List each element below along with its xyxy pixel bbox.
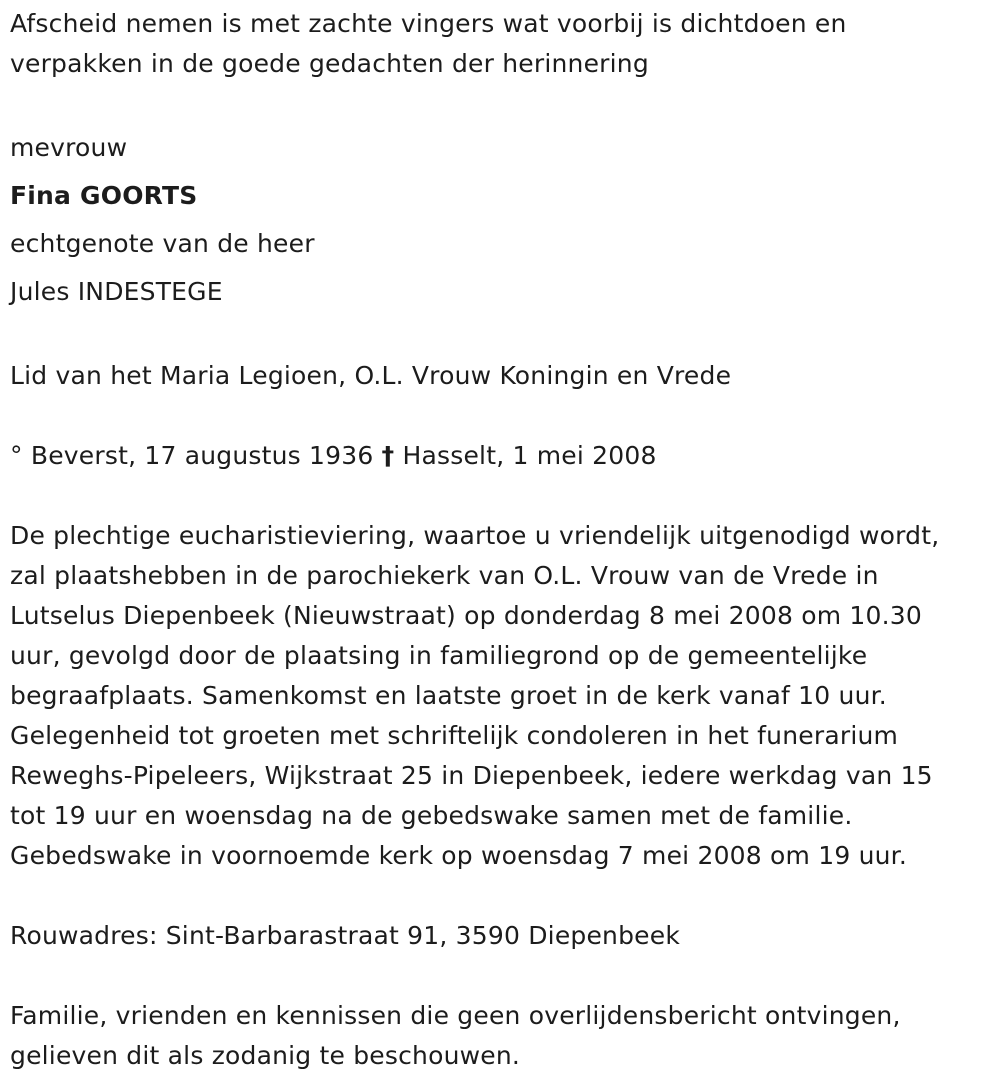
cross-icon: †	[381, 441, 395, 470]
spacer	[10, 956, 1000, 996]
spouse-name: Jules INDESTEGE	[10, 277, 223, 306]
death-info: Hasselt, 1 mei 2008	[402, 441, 657, 470]
motto-line-1: Afscheid nemen is met zachte vingers wat voorbij is dichtdoen en	[10, 9, 847, 38]
deceased-name: Fina GOORTS	[10, 181, 198, 210]
spacer	[10, 396, 1000, 436]
mourning-address: Rouwadres: Sint-Barbarastraat 91, 3590 Diepenbeek	[10, 921, 681, 950]
closing-line-2: gelieven dit als zodanig te beschouwen.	[10, 1041, 521, 1070]
ceremony-line: zal plaatshebben in de parochiekerk van O.L. Vrouw van de Vrede in	[10, 561, 879, 590]
ceremony-line: De plechtige eucharistieviering, waartoe u vriendelijk uitgenodigd wordt,	[10, 521, 940, 550]
spacer	[10, 84, 1000, 124]
ceremony-line: uur, gevolgd door de plaatsing in familiegrond op de gemeentelijke	[10, 641, 868, 670]
birth-symbol: °	[10, 441, 23, 470]
ceremony-line: tot 19 uur en woensdag na de gebedswake samen met de familie.	[10, 801, 853, 830]
spacer	[10, 316, 1000, 356]
ceremony-line: Reweghs-Pipeleers, Wijkstraat 25 in Diepenbeek, iedere werkdag van 15	[10, 761, 933, 790]
ceremony-line: Gelegenheid tot groeten met schriftelijk condoleren in het funerarium	[10, 721, 899, 750]
motto-line-2: verpakken in de goede gedachten der herinnering	[10, 49, 649, 78]
honorific: mevrouw	[10, 133, 128, 162]
birth-info: Beverst, 17 augustus 1936	[30, 441, 374, 470]
closing-line-1: Familie, vrienden en kennissen die geen overlijdensbericht ontvingen,	[10, 1001, 901, 1030]
ceremony-line: begraafplaats. Samenkomst en laatste groet in de kerk vanaf 10 uur.	[10, 681, 887, 710]
ceremony-paragraph	[10, 516, 1000, 876]
ceremony-line: Gebedswake in voornoemde kerk op woensdag 7 mei 2008 om 19 uur.	[10, 841, 908, 870]
membership-text: Lid van het Maria Legioen, O.L. Vrouw Koningin en Vrede	[10, 361, 732, 390]
spacer	[10, 476, 1000, 516]
spacer	[10, 876, 1000, 916]
life-dates	[10, 436, 1000, 476]
relation-text: echtgenote van de heer	[10, 229, 315, 258]
ceremony-line: Lutselus Diepenbeek (Nieuwstraat) op donderdag 8 mei 2008 om 10.30	[10, 601, 922, 630]
